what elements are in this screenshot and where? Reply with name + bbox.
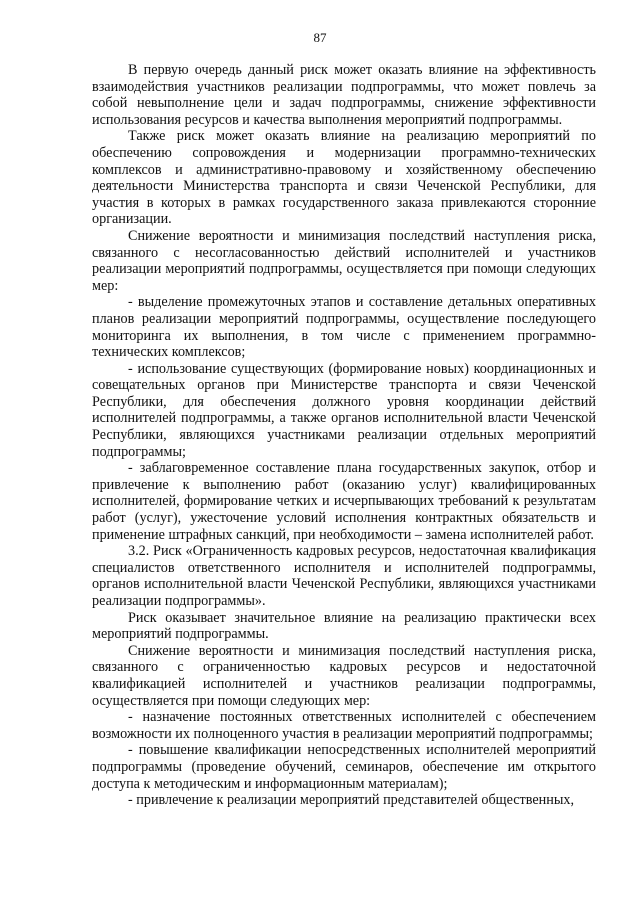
list-item-permanent-executors: - назначение постоянных ответственных исполнителей с обеспечением возможности их полноценного участия в реализации мероприятий подпрограммы;: [92, 709, 596, 742]
paragraph-measures-intro: Снижение вероятности и минимизация последствий наступления риска, связанного с несогласованностью действий исполнителей и участников реализации мероприятий подпрограммы, осуществляется при помощи следующих мер:: [92, 227, 596, 294]
list-item-qualification: - повышение квалификации непосредственных исполнителей мероприятий подпрограммы (проведение обучений, семинаров, обеспечение им открытого доступа к методическим и информационным материалам);: [92, 742, 596, 792]
paragraph-staff-measures-intro: Снижение вероятности и минимизация последствий наступления риска, связанного с ограниченностью кадровых ресурсов и недостаточной квалификацией исполнителей и участников реализации подпрограммы, осуществляется при помощи следующих мер:: [92, 642, 596, 709]
list-item-intermediate-stages: - выделение промежуточных этапов и составление детальных оперативных планов реализации мероприятий подпрограммы, осуществление последующего мониторинга их выполнения, в том числе с применением программно-технических комплексов;: [92, 294, 596, 361]
list-item-coordination-bodies: - использование существующих (формирование новых) координационных и совещательных органов при Министерстве транспорта и связи Чеченской Республики, для обеспечения должного уровня координации действий исполнителей подпрограммы, а также органов исполнительной власти Чеченской Республики, являющихся участниками реализации отдельных мероприятий подпрограммы;: [92, 360, 596, 460]
paragraph-risk-influence: Риск оказывает значительное влияние на реализацию практически всех мероприятий подпрограммы.: [92, 609, 596, 643]
list-item-public-involvement: - привлечение к реализации мероприятий представителей общественных,: [128, 792, 575, 809]
page-number: 87: [313, 30, 327, 45]
paragraph-risk-modernization: Также риск может оказать влияние на реализацию мероприятий по обеспечению сопровождения и модернизации программно-технических комплексов и административно-правовому и хозяйственному обеспечению деятельности Министерства транспорта и связи Чеченской Республики, для участия в которых в рамках государственного заказа привлекаются сторонние организации.: [92, 128, 596, 228]
list-item-procurement-plan: - заблаговременное составление плана государственных закупок, отбор и привлечение к выполнению работ (оказанию услуг) квалифицированных исполнителей, формирование четких и исчерпывающих требований к результатам работ (услуг), ужесточение условий исполнения контрактных обязательств и применение штрафных санкций, при необходимости – замена исполнителей работ.: [92, 460, 596, 543]
section-heading-risk-3-2: 3.2. Риск «Ограниченность кадровых ресурсов, недостаточная квалификация специалистов ответственного исполнителя и исполнителей подпрограммы, органов исполнительной власти Чеченской Республики, являющихся участниками реализации подпрограммы».: [92, 543, 596, 609]
document-body: [92, 62, 596, 809]
paragraph-risk-impact: В первую очередь данный риск может оказать влияние на эффективность взаимодействия участников реализации подпрограммы, что может повлечь за собой невыполнение цели и задач подпрограммы, снижение эффективности использования ресурсов и качества выполнения мероприятий подпрограммы.: [92, 62, 596, 128]
